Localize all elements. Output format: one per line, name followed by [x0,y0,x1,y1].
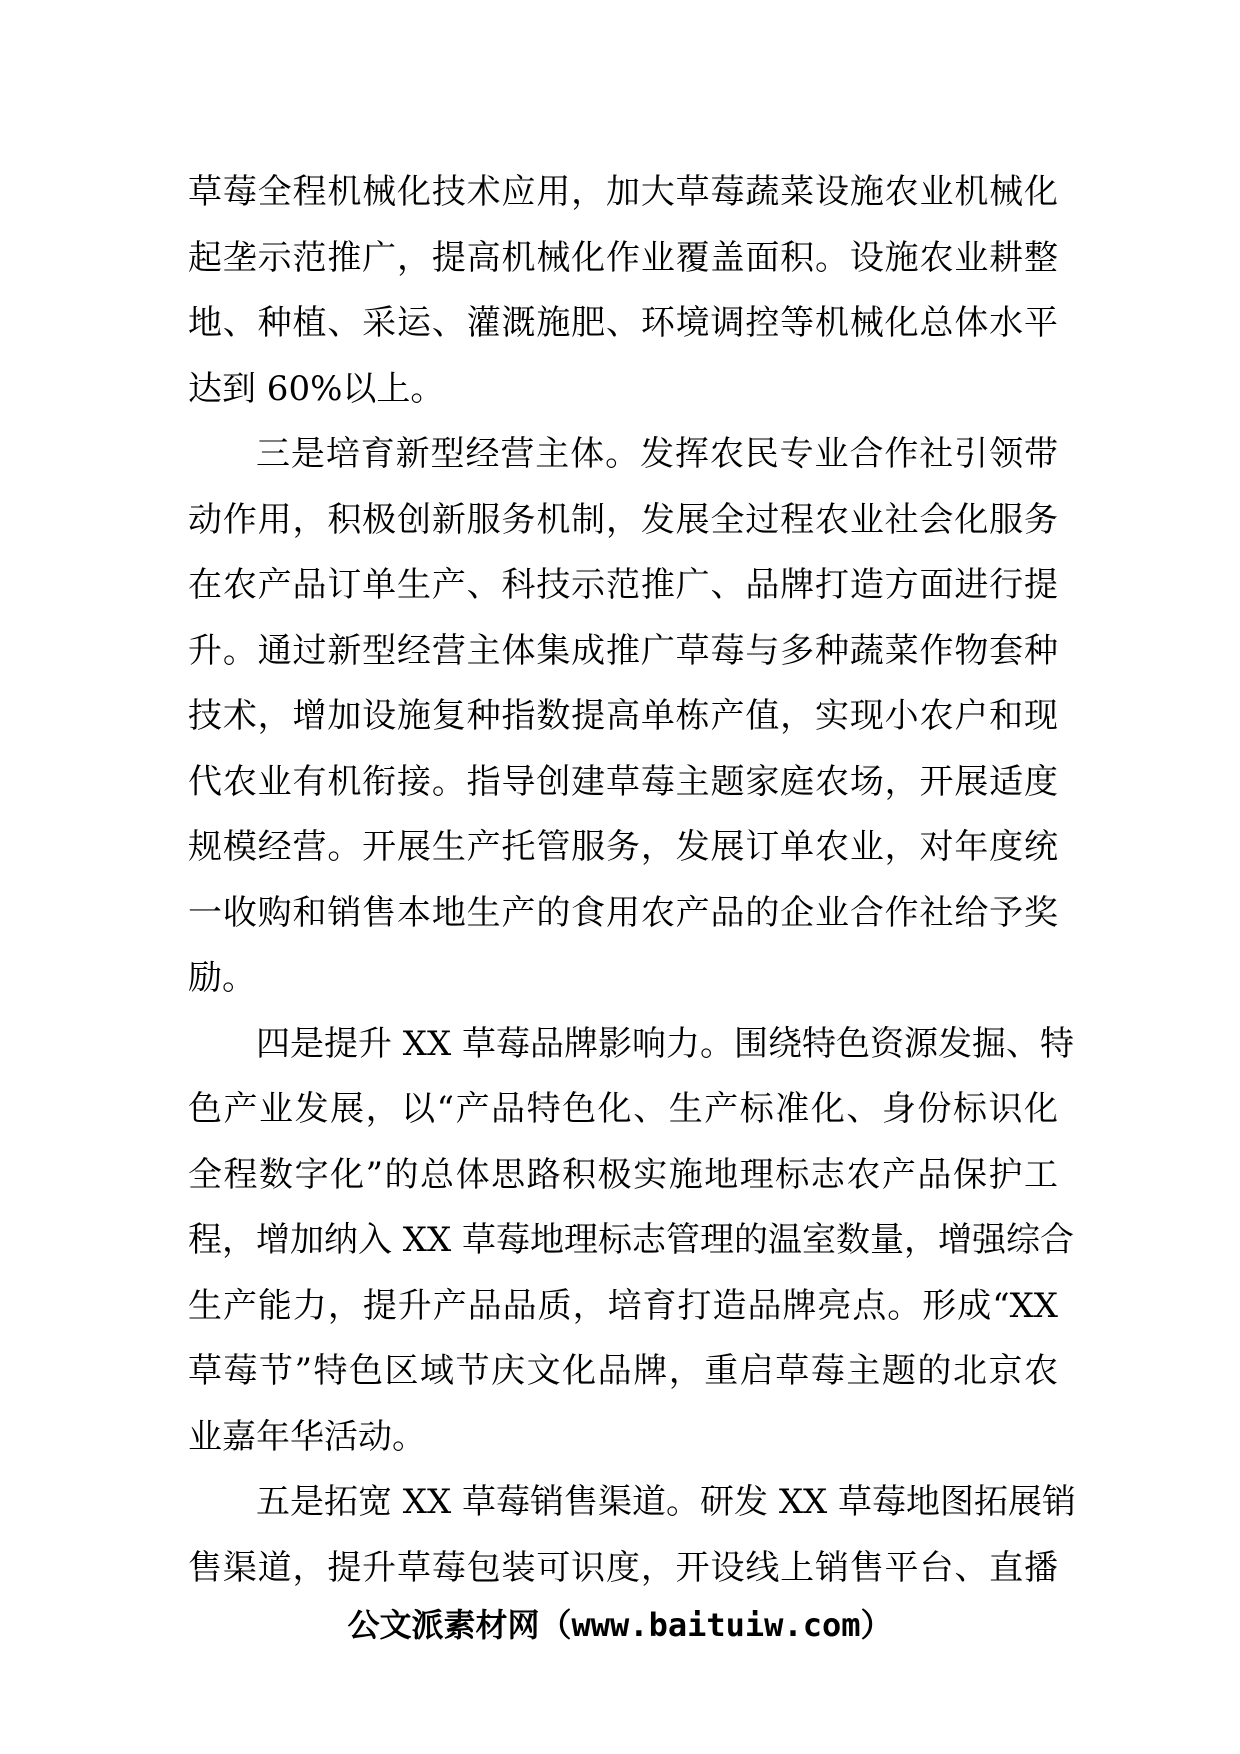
text-line: 草莓节”特色区域节庆文化品牌，重启草莓主题的北京农 [188,1351,1058,1391]
paragraph-first-line: 三是培育新型经营主体。发挥农民专业合作社引领带 [256,434,1058,474]
footer-url: （www.baituiw.com） [539,1606,893,1644]
text-line: 动作用，积极创新服务机制，发展全过程农业社会化服务 [188,499,1058,540]
text-line: 一收购和销售本地生产的食用农产品的企业合作社给予奖 [188,892,1058,933]
text-line: 起垄示范推广，提高机械化作业覆盖面积。设施农业耕整 [188,237,1058,278]
paragraph-first-line: 四是提升 XX 草莓品牌影响力。围绕特色资源发掘、特 [256,1023,1075,1064]
text-line: 地、种植、采运、灌溉施肥、环境调控等机械化总体水平 [188,303,1058,343]
paragraph-first-line: 五是拓宽 XX 草莓销售渠道。研发 XX 草莓地图拓展销 [256,1482,1077,1522]
text-line: 规模经营。开展生产托管服务，发展订单农业，对年度统 [188,827,1058,867]
text-line: 全程数字化”的总体思路积极实施地理标志农产品保护工 [188,1154,1058,1195]
text-line: 励。 [188,958,256,998]
text-line: 达到 60%以上。 [188,368,445,409]
text-line: 代农业有机衔接。指导创建草莓主题家庭农场，开展适度 [188,761,1058,802]
text-line: 升。通过新型经营主体集成推广草莓与多种蔬菜作物套种 [188,630,1058,671]
text-line: 在农产品订单生产、科技示范推广、品牌打造方面进行提 [188,565,1058,605]
text-line: 生产能力，提升产品品质，培育打造品牌亮点。形成“XX [188,1285,1058,1326]
text-line: 色产业发展，以“产品特色化、生产标准化、身份标识化 [188,1089,1058,1129]
text-line: 程，增加纳入 XX 草莓地理标志管理的温室数量，增强综合 [188,1220,1075,1260]
page-footer [0,1603,1240,1647]
text-line: 业嘉年华活动。 [188,1416,426,1457]
text-line: 售渠道，提升草莓包装可识度，开设线上销售平台、直播 [188,1547,1058,1588]
text-line: 草莓全程机械化技术应用，加大草莓蔬菜设施农业机械化 [188,172,1058,212]
footer-site-name: 公文派素材网 [347,1606,540,1644]
text-line: 技术，增加设施复种指数提高单栋产值，实现小农户和现 [188,696,1058,736]
document-body [188,160,1077,1601]
